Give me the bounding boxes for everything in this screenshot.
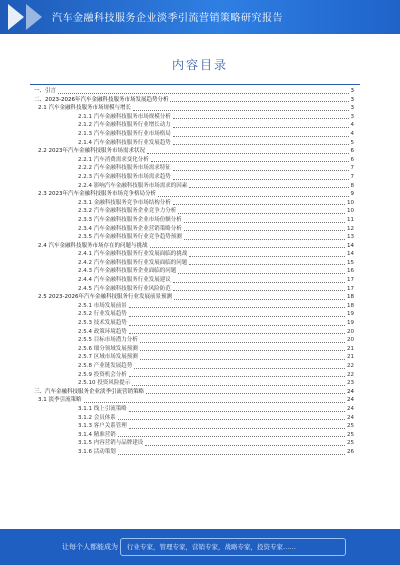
toc-leader-dots: [147, 152, 349, 154]
toc-entry[interactable]: [34, 104, 354, 113]
footer-tagline-box: [120, 538, 346, 556]
toc-entry-page: 23: [347, 380, 354, 387]
toc-entry-title: 一、引言: [34, 88, 57, 94]
toc-entry-title: 2.2.1 汽车消费需求变化分析: [78, 156, 149, 163]
toc-entry-page: 17: [347, 285, 354, 292]
divider: [30, 84, 360, 85]
toc-entry-page: 22: [347, 371, 354, 378]
toc-entry-page: 25: [347, 423, 354, 430]
footer-slogan: 让每个人都能成为: [62, 543, 118, 551]
toc-entry[interactable]: [34, 276, 354, 285]
toc-entry[interactable]: [34, 216, 354, 225]
toc-entry[interactable]: [34, 225, 354, 234]
toc-entry[interactable]: [34, 164, 354, 173]
toc-entry-page: 4: [350, 130, 354, 137]
toc-entry-title: 3.1.1 线上引流策略: [78, 405, 127, 412]
toc-entry[interactable]: [34, 362, 354, 371]
toc-entry-title: 2.5.10 投资风险提示: [78, 380, 131, 387]
toc-entry-title: 2.3.5 汽车金融科技服务行业竞争趋势预测: [78, 234, 182, 241]
toc-entry[interactable]: [34, 182, 354, 191]
toc-entry-title: 2.4 汽车金融科技服务市场存在的问题与挑战: [38, 242, 148, 249]
toc-entry-title: 2.5.1 市场发展前景: [78, 302, 127, 309]
toc-leader-dots: [129, 332, 345, 334]
toc-leader-dots: [84, 401, 346, 403]
toc-entry[interactable]: [34, 259, 354, 268]
toc-entry-page: 24: [347, 414, 354, 421]
footer-tagline: 行业专家，管理专家，营销专家，战略专家，投资专家……: [127, 543, 296, 551]
toc-leader-dots: [150, 246, 346, 248]
toc-entry-page: 8: [350, 182, 354, 189]
toc-leader-dots: [173, 135, 349, 137]
toc-entry[interactable]: [34, 173, 354, 182]
toc-leader-dots: [173, 126, 349, 128]
toc-entry-page: 17: [347, 277, 354, 284]
toc-entry-page: 6: [350, 148, 354, 155]
toc-leader-dots: [184, 238, 345, 240]
toc-entry-page: 24: [347, 388, 354, 395]
toc-entry-page: 4: [350, 122, 354, 129]
toc-leader-dots: [151, 160, 349, 162]
toc-entry-title: 2.3.3 汽车金融科技服务企业市场份额分析: [78, 216, 182, 223]
toc-entry-title: 2.3.1 金融科技服务竞争市场结构分析: [78, 199, 171, 206]
toc-entry-title: 2.3 2023年汽车金融科技服务市场竞争格局分析: [38, 191, 156, 198]
toc-entry[interactable]: [34, 233, 354, 242]
toc-entry[interactable]: [34, 139, 354, 148]
toc-leader-dots: [118, 453, 345, 455]
toc-entry-title: 2.5.6 细分领域发展预测: [78, 345, 138, 352]
toc-entry-title: 2.4.4 汽车金融科技服务行业发展建议: [78, 277, 171, 284]
toc-entry-title: 2.2.2 汽车金融科技服务市场需求特征: [78, 165, 171, 172]
toc-entry[interactable]: [34, 190, 354, 199]
toc-leader-dots: [189, 186, 348, 188]
toc-entry[interactable]: [34, 87, 354, 96]
toc-entry-title: 三、汽车金融科技服务企业淡季引流营销策略: [34, 388, 145, 395]
toc-entry-title: 3.1.3 客户关系管理: [78, 423, 127, 430]
toc-entry-page: 10: [347, 199, 354, 206]
toc-entry-title: 3.1.4 精准营销: [78, 431, 116, 438]
toc-leader-dots: [173, 289, 345, 291]
toc-entry-title: 2.1.1 汽车金融科技服务市场规模分析: [78, 113, 171, 120]
toc-entry-page: 12: [347, 225, 354, 232]
toc-entry-page: 14: [347, 242, 354, 249]
toc-leader-dots: [178, 272, 345, 274]
toc-leader-dots: [118, 435, 345, 437]
toc-entry-page: 5: [350, 139, 354, 146]
toc-entry[interactable]: [34, 267, 354, 276]
toc-entry[interactable]: [34, 285, 354, 294]
toc-entry-page: 19: [347, 320, 354, 327]
toc-entry-page: 22: [347, 363, 354, 369]
toc-entry-title: 2.1.3 汽车金融科技服务行业市场格局: [78, 130, 171, 137]
toc-entry-page: 21: [347, 354, 354, 361]
toc-leader-dots: [129, 315, 345, 317]
toc-leader-dots: [174, 298, 345, 300]
toc-entry-title: 2.3.4 汽车金融科技服务企业营销策略分析: [78, 225, 182, 232]
toc-entry-page: 25: [347, 440, 354, 447]
toc-entry-page: 6: [350, 156, 354, 163]
toc-entry[interactable]: [34, 396, 354, 405]
toc-entry-title: 2.1 汽车金融科技服务市场规模与增长: [38, 105, 131, 112]
toc-entry-title: 3.1.6 活动策划: [78, 448, 116, 455]
toc-entry-page: 24: [347, 405, 354, 412]
toc-entry-page: 11: [347, 216, 354, 223]
toc-leader-dots: [184, 221, 345, 223]
toc-leader-dots: [145, 444, 345, 446]
toc-entry[interactable]: [34, 379, 354, 388]
toc-leader-dots: [140, 358, 345, 360]
toc-entry-title: 2.1.2 汽车金融科技服务行业增长动力: [78, 122, 171, 129]
toc-entry-page: 3: [350, 105, 354, 112]
toc-entry-page: 25: [347, 431, 354, 438]
toc-entry[interactable]: [34, 250, 354, 259]
table-of-contents: [34, 87, 354, 457]
toc-entry-title: 2.5.5 目标市场潜力分析: [78, 337, 138, 344]
toc-entry-title: 2.1.4 汽车金融科技服务行业发展趋势: [78, 139, 171, 146]
toc-entry[interactable]: [34, 439, 354, 448]
toc-entry-page: 18: [347, 294, 354, 301]
toc-leader-dots: [140, 349, 345, 351]
toc-leader-dots: [146, 392, 345, 394]
toc-heading: 内容目录: [171, 58, 228, 72]
toc-leader-dots: [129, 410, 345, 412]
toc-entry[interactable]: [34, 242, 354, 251]
report-header: [0, 0, 400, 34]
toc-leader-dots: [133, 109, 349, 111]
toc-entry[interactable]: [34, 414, 354, 423]
report-footer: [0, 529, 400, 565]
toc-entry[interactable]: [34, 147, 354, 156]
toc-entry-title: 2.4.1 汽车金融科技服务行业发展面临的挑战: [78, 251, 188, 258]
toc-entry-title: 2.5.4 政策环境趋势: [78, 328, 127, 335]
toc-entry[interactable]: [34, 422, 354, 431]
toc-leader-dots: [170, 100, 348, 102]
toc-entry-page: 16: [347, 268, 354, 275]
toc-entry-title: 2.4.3 汽车金融科技服务企业面临的问题: [78, 268, 177, 275]
toc-entry-page: 19: [347, 311, 354, 318]
toc-entry-title: 2.5.2 行业发展趋势: [78, 311, 127, 318]
toc-entry[interactable]: [34, 156, 354, 165]
toc-entry[interactable]: [34, 319, 354, 328]
toc-leader-dots: [134, 367, 345, 369]
toc-entry[interactable]: [34, 293, 354, 302]
toc-leader-dots: [189, 255, 345, 257]
toc-entry-title: 2.3.2 汽车金融科技服务企业竞争力分析: [78, 208, 177, 215]
toc-leader-dots: [132, 384, 345, 386]
toc-leader-dots: [173, 117, 349, 119]
toc-entry-title: 2.2.3 汽车金融科技服务市场需求趋势: [78, 173, 171, 180]
toc-entry-title: 2.2 2023年汽车金融科技服务市场需求状况: [38, 148, 145, 155]
toc-entry-page: 26: [347, 448, 354, 455]
toc-entry-title: 2.5.8 产业链发展趋势: [78, 363, 133, 369]
report-title: 汽车金融科技服务企业淡季引流营销策略研究报告: [52, 13, 283, 24]
toc-entry-title: 3.1.5 内容营销与品牌建设: [78, 440, 144, 447]
toc-entry[interactable]: [34, 130, 354, 139]
toc-entry-title: 二、2023-2026年汽车金融科技服务市场发展趋势分析: [34, 96, 169, 103]
toc-leader-dots: [129, 375, 345, 377]
toc-entry-title: 2.2.4 影响汽车金融科技服务市场需求的因素: [78, 182, 188, 189]
toc-entry[interactable]: [34, 96, 354, 105]
toc-leader-dots: [173, 143, 349, 145]
toc-entry-title: 3.1 淡季引流策略: [38, 397, 82, 404]
toc-leader-dots: [173, 203, 345, 205]
toc-entry[interactable]: [34, 199, 354, 208]
toc-entry[interactable]: [34, 345, 354, 354]
toc-entry-page: 3: [350, 96, 354, 103]
toc-leader-dots: [129, 427, 345, 429]
toc-leader-dots: [184, 229, 345, 231]
toc-entry-page: 10: [347, 208, 354, 215]
toc-entry-title: 2.5.3 技术发展趋势: [78, 320, 127, 327]
toc-entry-page: 13: [347, 234, 354, 241]
toc-entry-title: 2.4.2 汽车金融科技服务行业发展面临的问题: [78, 259, 188, 266]
toc-entry-title: 2.4.5 汽车金融科技服务行业风险防范: [78, 285, 171, 292]
toc-entry-title: 2.5.7 区域市场发展预测: [78, 354, 138, 361]
toc-leader-dots: [140, 341, 345, 343]
chevron-right-icon: [26, 4, 42, 30]
toc-entry[interactable]: [34, 371, 354, 380]
toc-entry[interactable]: [34, 353, 354, 362]
toc-entry-page: 3: [350, 113, 354, 120]
toc-entry-page: 7: [350, 165, 354, 172]
toc-entry[interactable]: [34, 113, 354, 122]
toc-entry[interactable]: [34, 388, 354, 397]
toc-entry-title: 2.5 2023-2026年汽车金融科技服务行业发展前景预测: [38, 294, 172, 301]
toc-leader-dots: [189, 263, 345, 265]
toc-leader-dots: [173, 169, 349, 171]
toc-entry-page: 14: [347, 251, 354, 258]
toc-leader-dots: [129, 324, 345, 326]
toc-entry-page: 15: [347, 259, 354, 266]
toc-entry[interactable]: [34, 405, 354, 414]
toc-entry[interactable]: [34, 207, 354, 216]
toc-leader-dots: [173, 178, 349, 180]
toc-entry-page: 3: [350, 88, 354, 94]
toc-entry[interactable]: [34, 328, 354, 337]
toc-entry-page: 20: [347, 328, 354, 335]
toc-leader-dots: [178, 212, 345, 214]
toc-entry-page: 7: [350, 173, 354, 180]
toc-entry-page: 9: [350, 191, 354, 198]
toc-entry[interactable]: [34, 448, 354, 457]
toc-leader-dots: [118, 418, 345, 420]
chevron-right-icon: [8, 4, 24, 30]
toc-entry-page: 20: [347, 337, 354, 344]
toc-leader-dots: [129, 306, 345, 308]
toc-entry-title: 2.5.9 投资机会分析: [78, 371, 127, 378]
toc-entry[interactable]: [34, 310, 354, 319]
toc-entry-title: 3.1.2 会员体系: [78, 414, 116, 421]
toc-entry-page: 18: [347, 302, 354, 309]
toc-entry-page: 21: [347, 345, 354, 352]
toc-entry[interactable]: [34, 336, 354, 345]
toc-entry[interactable]: [34, 121, 354, 130]
toc-leader-dots: [158, 195, 349, 197]
toc-entry[interactable]: [34, 302, 354, 311]
toc-leader-dots: [58, 92, 348, 94]
toc-entry-page: 24: [347, 397, 354, 404]
toc-entry[interactable]: [34, 431, 354, 440]
toc-leader-dots: [173, 281, 345, 283]
